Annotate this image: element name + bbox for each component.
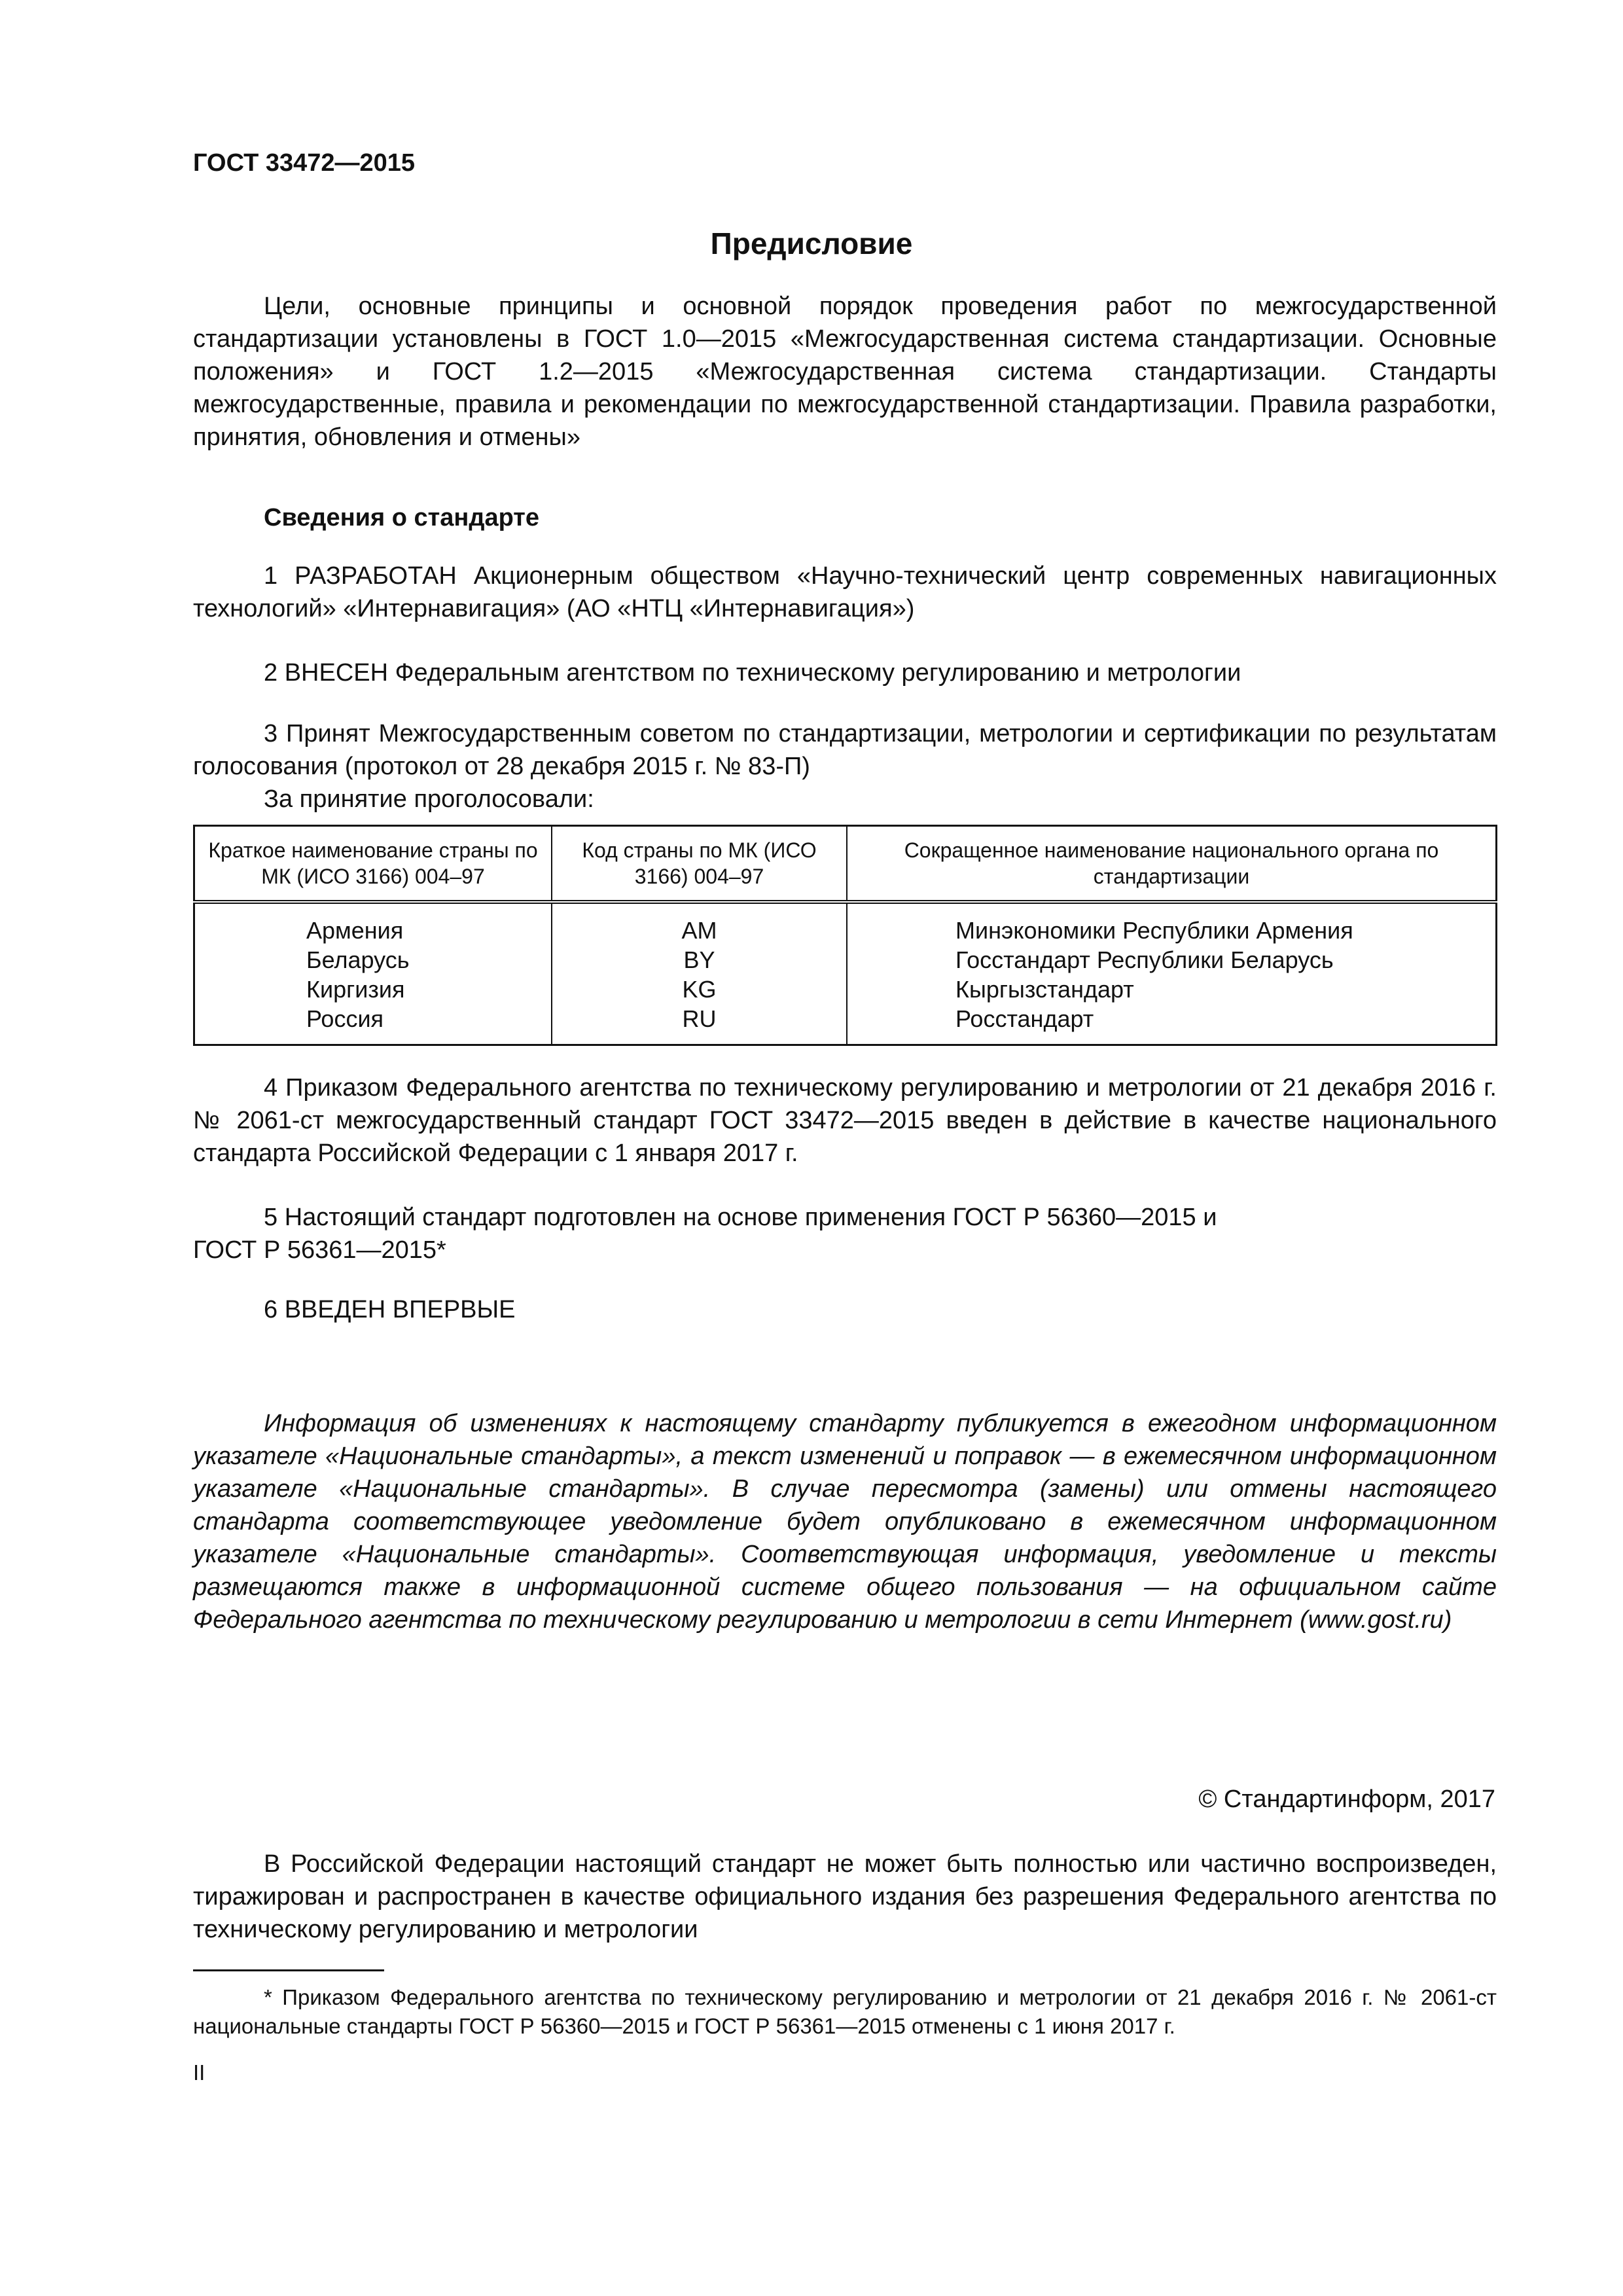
info-heading: Сведения о стандарте [264,504,540,531]
voting-table [193,825,1497,1046]
item-2-text: 2 ВНЕСЕН Федеральным агентством по техническому регулированию и метрологии [264,659,1241,687]
restriction-text: В Российской Федерации настоящий стандарт не может быть полностью или частично воспроизведен, тиражирован и распространен в качестве официального издания без разрешения Федерального агентства по техническому регулированию и метрологии [193,1850,1497,1943]
country-name: Беларусь [194,945,552,975]
footnote [193,1983,1497,2041]
national-body: Госстандарт Республики Беларусь [847,945,1497,975]
country-code: BY [552,945,847,975]
page-number: II [193,2060,205,2085]
national-body: Кыргызстандарт [847,975,1497,1004]
column-header: Сокращенное наименование национального органа по стандартизации [847,826,1497,903]
changes-notice-text: Информация об изменениях к настоящему стандарту публикуется в ежегодном информационном указателе «Национальные стандарты», а текст изменений и поправок — в ежемесячном информационном указателе «Национальные стандарты». В случае пересмотра (замены) или отмены настоящего стандарта соответствующее уведомление будет опубликовано в ежемесячном информационном указателе «Национальные стандарты». Соответствующая информация, уведомление и тексты размещаются также в информационной системе общего пользования — на официальном сайте Федерального агентства по техническому регулированию и метрологии в сети Интернет (www.gost.ru) [193,1410,1497,1634]
item-2 [193,656,1497,689]
country-code: KG [552,975,847,1004]
restriction-notice [193,1848,1497,1946]
table-row [194,902,1497,945]
national-body: Росстандарт [847,1004,1497,1045]
copyright-notice: © Стандартинформ, 2017 [1198,1785,1495,1813]
table-row [194,975,1497,1004]
item-6-text: 6 ВВЕДЕН ВПЕРВЫЕ [264,1296,516,1323]
footnote-text: * Приказом Федерального агентства по техническому регулированию и метрологии от 21 декабря 2016 г. № 2061-ст национальные стандарты ГОСТ Р 56360—2015 и ГОСТ Р 56361—2015 отменены с 1 июня 2017 г. [193,1985,1497,2038]
table-header-row [194,826,1497,903]
table-row [194,945,1497,975]
document-header: ГОСТ 33472—2015 [193,149,416,177]
intro-section [193,290,1497,454]
column-header: Код страны по МК (ИСО 3166) 004–97 [552,826,847,903]
page-title: Предисловие [710,226,913,260]
item-4 [193,1071,1497,1170]
intro-paragraph: Цели, основные принципы и основной порядок проведения работ по межгосударственной стандартизации установлены в ГОСТ 1.0—2015 «Межгосударственная система стандартизации. Основные положения» и ГОСТ 1.2—2015 «Межгосударственная система стандартизации. Стандарты межгосударственные, правила и рекомендации по межгосударственной стандартизации. Правила разработки, принятия, обновления и отмены» [193,293,1497,451]
item-5-line-1: 5 Настоящий стандарт подготовлен на основе применения ГОСТ Р 56360—2015 и [264,1204,1217,1231]
country-name: Россия [194,1004,552,1045]
country-code: AM [552,902,847,945]
column-header: Краткое наименование страны по МК (ИСО 3166) 004–97 [194,826,552,903]
item-4-text: 4 Приказом Федерального агентства по техническому регулированию и метрологии от 21 декабря 2016 г. № 2061-ст межгосударственный стандарт ГОСТ 33472—2015 введен в действие в качестве национального стандарта Российской Федерации с 1 января 2017 г. [193,1074,1497,1167]
item-3 [193,717,1497,816]
country-code: RU [552,1004,847,1045]
footnote-divider [193,1969,384,1971]
item-6 [193,1293,1497,1326]
country-name: Армения [194,902,552,945]
table-row [194,1004,1497,1045]
country-name: Киргизия [194,975,552,1004]
item-5 [193,1201,1497,1266]
vote-label: За принятие проголосовали: [264,785,594,813]
item-1-text: 1 РАЗРАБОТАН Акционерным обществом «Научно-технический центр современных навигационных технологий» «Интернавигация» (АО «НТЦ «Интернавигация») [193,562,1497,622]
item-5-line-2: ГОСТ Р 56361—2015* [193,1236,446,1264]
item-3-text: 3 Принят Межгосударственным советом по стандартизации, метрологии и сертификации по результатам голосования (протокол от 28 декабря 2015 г. № 83-П) [193,720,1497,780]
item-1 [193,560,1497,625]
national-body: Минэкономики Республики Армения [847,902,1497,945]
changes-notice [193,1407,1497,1636]
